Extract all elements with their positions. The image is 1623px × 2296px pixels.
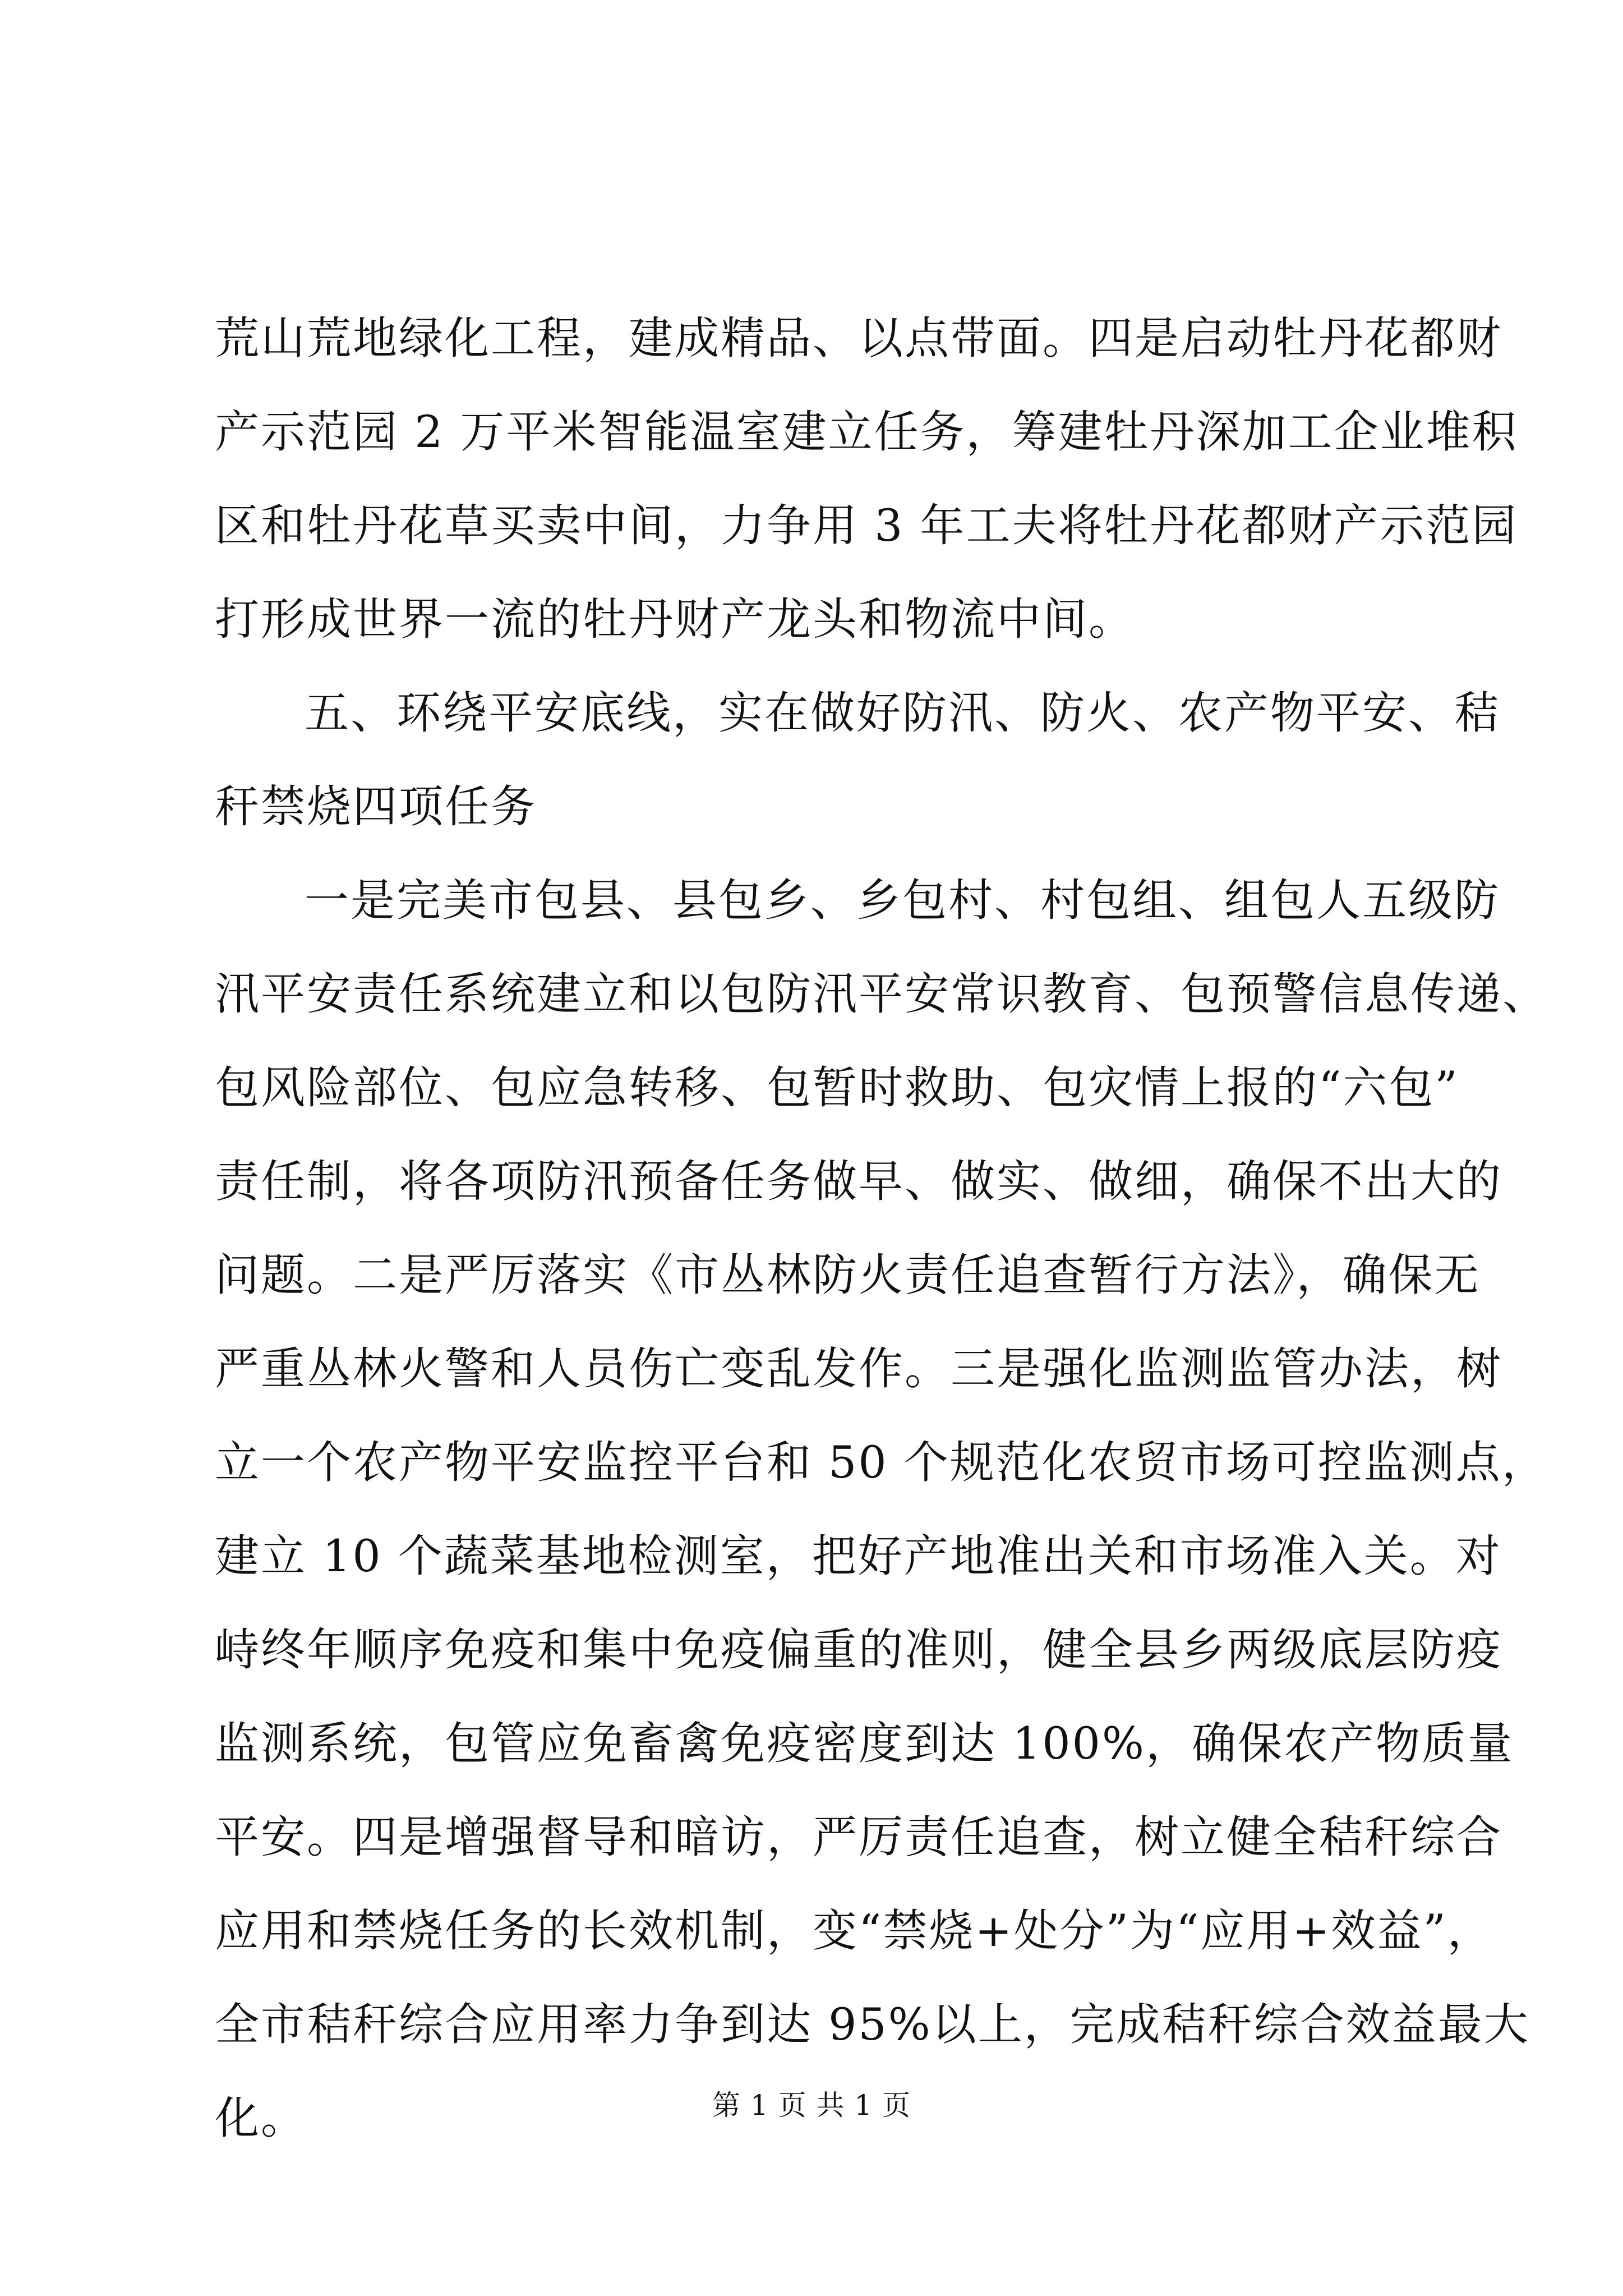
paragraph-line: 责任制，将各项防汛预备任务做早、做实、做细，确保不出大的	[215, 1156, 1502, 1207]
section-heading-line: 五、环绕平安底线，实在做好防汛、防火、农产物平安、秸	[305, 687, 1500, 739]
paragraph-line: 荒山荒地绿化工程，建成精品、以点带面。四是启动牡丹花都财	[215, 312, 1502, 364]
paragraph-line: 严重丛林火警和人员伤亡变乱发作。三是强化监测监管办法，树	[215, 1343, 1502, 1395]
document-body	[215, 292, 1548, 2165]
paragraph-line: 应用和禁烧任务的长效机制，变“禁烧+处分”为“应用+效益”，	[215, 1905, 1493, 1957]
paragraph-line: 产示范园 2 万平米智能温室建立任务，筹建牡丹深加工企业堆积	[215, 406, 1518, 458]
paragraph-line: 立一个农产物平安监控平台和 50 个规范化农贸市场可控监测点，	[215, 1437, 1548, 1488]
paragraph-line: 全市秸秆综合应用率力争到达 95%以上，完成秸秆综合效益最大	[215, 1999, 1530, 2050]
page-number-footer: 第 1 页 共 1 页	[712, 2089, 911, 2122]
paragraph-line: 建立 10 个蔬菜基地检测室，把好产地准出关和市场准入关。对	[215, 1530, 1502, 1582]
paragraph-line: 监测系统，包管应免畜禽免疫密度到达 100%，确保农产物质量	[215, 1718, 1514, 1769]
paragraph-line: 一是完美市包县、县包乡、乡包村、村包组、组包人五级防	[305, 875, 1500, 926]
section-heading-line: 秆禁烧四项任务	[215, 781, 537, 832]
paragraph-line: 打形成世界一流的牡丹财产龙头和物流中间。	[215, 593, 1135, 645]
paragraph-line: 化。	[215, 2092, 307, 2144]
paragraph-line: 平安。四是增强督导和暗访，严厉责任追查，树立健全秸秆综合	[215, 1811, 1502, 1863]
paragraph-line: 包风险部位、包应急转移、包暂时救助、包灾情上报的“六包”	[215, 1062, 1459, 1114]
paragraph-line: 峙终年顺序免疫和集中免疫偏重的准则，健全县乡两级底层防疫	[215, 1624, 1502, 1676]
paragraph-line: 汛平安责任系统建立和以包防汛平安常识教育、包预警信息传递、	[215, 968, 1548, 1020]
paragraph-line: 区和牡丹花草买卖中间，力争用 3 年工夫将牡丹花都财产示范园	[215, 500, 1518, 551]
paragraph-line: 问题。二是严厉落实《市丛林防火责任追查暂行方法》，确保无	[215, 1249, 1481, 1301]
